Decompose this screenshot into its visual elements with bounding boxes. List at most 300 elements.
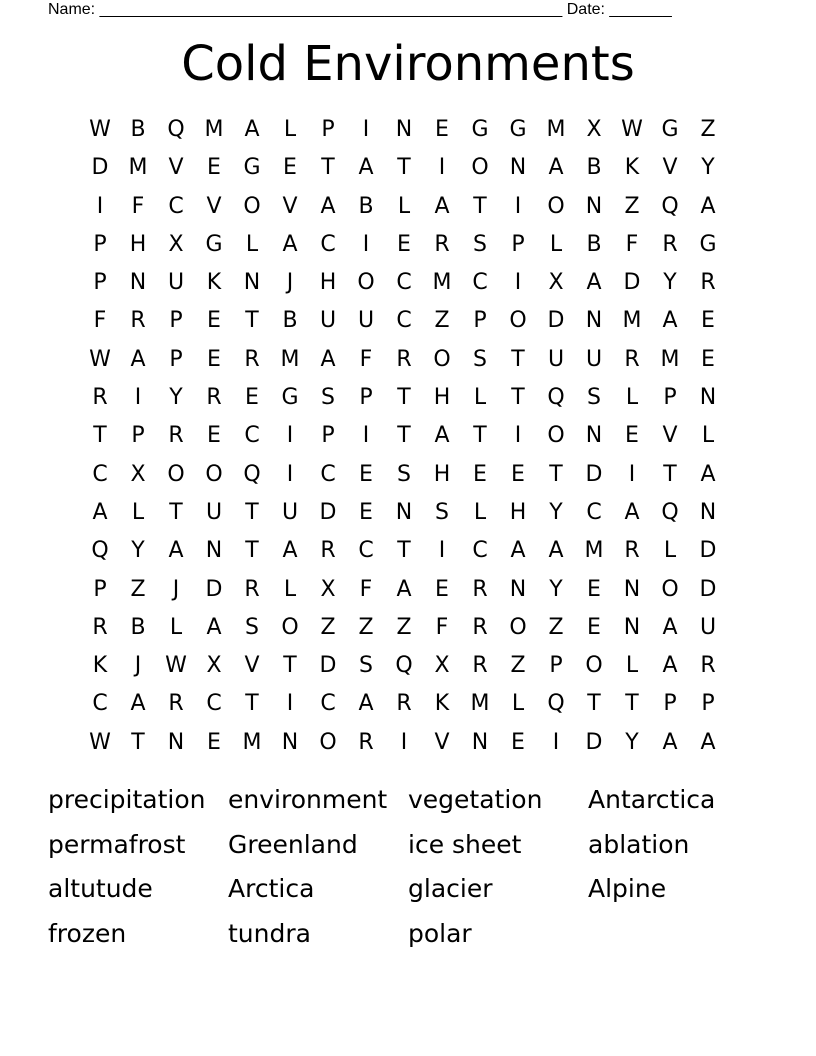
grid-letter: N — [243, 270, 261, 296]
grid-letter: P — [359, 385, 373, 411]
grid-letter: R — [168, 691, 184, 717]
word-bank-item: permafrost — [48, 829, 186, 859]
grid-letter: N — [623, 576, 641, 602]
grid-letter: C — [472, 270, 488, 296]
grid-letter: B — [358, 193, 374, 219]
grid-letter: A — [320, 193, 336, 219]
grid-letter: M — [470, 691, 490, 717]
grid-letter: T — [245, 538, 259, 564]
grid-letter: E — [359, 461, 373, 487]
grid-letter: F — [359, 346, 373, 372]
grid-letter: D — [699, 538, 717, 564]
word-bank-item: precipitation — [48, 785, 206, 814]
grid-letter: E — [397, 231, 411, 257]
grid-letter: N — [129, 270, 147, 296]
grid-letter: V — [168, 155, 184, 181]
grid-letter: C — [206, 691, 222, 717]
grid-letter: P — [93, 576, 107, 602]
grid-letter: T — [397, 385, 411, 411]
grid-letter: I — [438, 538, 446, 564]
grid-letter: T — [245, 308, 259, 334]
grid-letter: H — [319, 270, 337, 296]
grid-letter: R — [168, 423, 184, 449]
grid-letter: N — [509, 576, 527, 602]
grid-letter: T — [169, 499, 183, 525]
grid-letter: I — [362, 117, 370, 142]
grid-letter: N — [281, 729, 299, 755]
grid-letter: R — [358, 729, 374, 755]
grid-letter: V — [662, 423, 678, 449]
grid-letter: O — [205, 461, 223, 487]
grid-letter: C — [586, 499, 602, 525]
word-bank-item: Arctica — [228, 874, 315, 904]
grid-letter: T — [511, 385, 525, 411]
grid-letter: N — [471, 729, 489, 755]
grid-letter: B — [130, 117, 146, 142]
name-date-line: Name: ____________________________________________________ Date: _______ — [48, 1, 672, 18]
grid-letter: Z — [624, 193, 640, 219]
grid-letter: R — [700, 270, 716, 296]
word-bank — [48, 778, 768, 957]
grid-letter: A — [282, 231, 298, 257]
grid-letter: L — [169, 614, 183, 640]
grid-letter: T — [93, 423, 107, 449]
grid-letter: L — [131, 499, 145, 525]
word-bank-item: glacier — [408, 874, 493, 904]
grid-letter: I — [134, 385, 142, 411]
grid-letter: D — [205, 576, 223, 602]
grid-letter: I — [514, 193, 522, 219]
grid-letter: W — [621, 117, 643, 142]
grid-letter: C — [320, 231, 336, 257]
grid-letter: C — [320, 691, 336, 717]
grid-letter: E — [435, 576, 449, 602]
grid-letter: N — [585, 423, 603, 449]
grid-letter: P — [93, 231, 107, 257]
grid-letter: U — [281, 499, 299, 525]
grid-letter: E — [587, 576, 601, 602]
grid-letter: I — [286, 691, 294, 717]
word-bank-item: tundra — [228, 919, 311, 949]
grid-letter: I — [362, 423, 370, 449]
grid-letter: A — [396, 576, 412, 602]
grid-letter: G — [205, 231, 223, 257]
grid-letter: X — [434, 653, 450, 679]
word-bank-item: environment — [228, 785, 388, 814]
grid-letter: I — [552, 729, 560, 755]
grid-letter: Q — [243, 461, 261, 487]
grid-letter: M — [584, 538, 604, 564]
grid-letter: U — [167, 270, 185, 296]
grid-letter: A — [662, 729, 678, 755]
grid-letter: J — [286, 270, 294, 296]
grid-letter: I — [514, 270, 522, 296]
grid-letter: M — [128, 155, 148, 181]
grid-letter: T — [511, 346, 525, 372]
grid-letter: R — [624, 346, 640, 372]
grid-letter: T — [587, 691, 601, 717]
grid-letter: N — [623, 614, 641, 640]
grid-letter: M — [622, 308, 642, 334]
grid-letter: S — [587, 385, 601, 411]
grid-letter: R — [244, 346, 260, 372]
grid-letter: D — [623, 270, 641, 296]
grid-letter: T — [245, 691, 259, 717]
grid-letter: U — [357, 308, 375, 334]
grid-letter: I — [628, 461, 636, 487]
grid-letter: P — [169, 346, 183, 372]
grid-letter: W — [89, 117, 111, 142]
grid-letter: K — [434, 691, 450, 717]
grid-letter: R — [206, 385, 222, 411]
grid-letter: I — [362, 231, 370, 257]
grid-letter: E — [625, 423, 639, 449]
grid-letter: D — [585, 461, 603, 487]
grid-letter: T — [549, 461, 563, 487]
grid-letter: P — [701, 691, 715, 717]
grid-letter: Y — [549, 499, 563, 525]
grid-letter: M — [242, 729, 262, 755]
grid-letter: R — [472, 653, 488, 679]
grid-letter: E — [359, 499, 373, 525]
grid-letter: Y — [131, 538, 145, 564]
grid-letter: U — [547, 346, 565, 372]
grid-letter: N — [699, 499, 717, 525]
grid-letter: P — [131, 423, 145, 449]
grid-letter: D — [91, 155, 109, 181]
grid-letter: Y — [169, 385, 183, 411]
grid-letter: O — [547, 193, 565, 219]
grid-letter: E — [283, 155, 297, 181]
grid-letter: P — [93, 270, 107, 296]
grid-letter: L — [549, 231, 563, 257]
grid-letter: O — [509, 308, 527, 334]
grid-letter: A — [434, 423, 450, 449]
grid-letter: M — [546, 117, 566, 142]
grid-letter: H — [509, 499, 527, 525]
grid-letter: Q — [167, 117, 185, 142]
grid-letter: A — [586, 270, 602, 296]
grid-letter: I — [514, 423, 522, 449]
grid-letter: N — [509, 155, 527, 181]
word-bank-item: Alpine — [588, 874, 667, 904]
grid-letter: T — [283, 653, 297, 679]
grid-letter: N — [167, 729, 185, 755]
grid-letter: B — [586, 231, 602, 257]
grid-letter: X — [548, 270, 564, 296]
grid-letter: A — [548, 155, 564, 181]
grid-letter: A — [130, 346, 146, 372]
grid-letter: R — [396, 691, 412, 717]
grid-letter: F — [93, 308, 107, 334]
grid-letter: N — [699, 385, 717, 411]
grid-letter: N — [585, 193, 603, 219]
grid-letter: A — [662, 308, 678, 334]
grid-letter: O — [243, 193, 261, 219]
grid-letter: P — [511, 231, 525, 257]
grid-letter: P — [473, 308, 487, 334]
grid-letter: C — [396, 270, 412, 296]
grid-letter: O — [281, 614, 299, 640]
grid-letter: G — [243, 155, 261, 181]
grid-letter: A — [548, 538, 564, 564]
grid-letter: P — [663, 385, 677, 411]
grid-letter: R — [92, 385, 108, 411]
grid-letter: A — [92, 499, 108, 525]
grid-letter: M — [280, 346, 300, 372]
grid-letter: T — [245, 499, 259, 525]
grid-letter: P — [321, 117, 335, 142]
grid-letter: R — [700, 653, 716, 679]
grid-letter: O — [471, 155, 489, 181]
grid-letter: T — [625, 691, 639, 717]
grid-letter: E — [587, 614, 601, 640]
grid-letter: G — [509, 117, 527, 142]
grid-letter: D — [699, 576, 717, 602]
grid-letter: T — [663, 461, 677, 487]
grid-letter: A — [662, 614, 678, 640]
grid-letter: T — [397, 423, 411, 449]
grid-letter: F — [359, 576, 373, 602]
grid-letter: I — [438, 155, 446, 181]
grid-letter: V — [662, 155, 678, 181]
grid-letter: D — [547, 308, 565, 334]
grid-letter: R — [320, 538, 336, 564]
grid-letter: Y — [701, 155, 715, 181]
grid-letter: Q — [547, 691, 565, 717]
grid-letter: U — [699, 614, 717, 640]
grid-letter: H — [129, 231, 147, 257]
grid-letter: C — [358, 538, 374, 564]
grid-letter: T — [473, 193, 487, 219]
grid-letter: O — [585, 653, 603, 679]
grid-letter: R — [244, 576, 260, 602]
grid-letter: G — [661, 117, 679, 142]
grid-letter: H — [433, 461, 451, 487]
grid-letter: N — [395, 499, 413, 525]
grid-letter: G — [699, 231, 717, 257]
grid-letter: E — [701, 308, 715, 334]
grid-letter: A — [130, 691, 146, 717]
grid-letter: D — [319, 653, 337, 679]
grid-letter: E — [701, 346, 715, 372]
grid-letter: A — [358, 155, 374, 181]
grid-letter: I — [286, 461, 294, 487]
grid-letter: C — [92, 461, 108, 487]
grid-letter: S — [435, 499, 449, 525]
grid-letter: K — [206, 270, 222, 296]
grid-letter: Q — [91, 538, 109, 564]
grid-letter: L — [663, 538, 677, 564]
grid-letter: X — [130, 461, 146, 487]
grid-letter: A — [662, 653, 678, 679]
grid-letter: E — [245, 385, 259, 411]
grid-letter: S — [321, 385, 335, 411]
grid-letter: L — [283, 117, 297, 142]
grid-letter: B — [130, 614, 146, 640]
grid-letter: B — [282, 308, 298, 334]
grid-letter: I — [96, 193, 104, 219]
grid-letter: V — [206, 193, 222, 219]
grid-letter: H — [433, 385, 451, 411]
grid-letter: S — [473, 231, 487, 257]
grid-letter: U — [585, 346, 603, 372]
grid-letter: T — [473, 423, 487, 449]
grid-letter: W — [89, 729, 111, 755]
grid-letter: X — [320, 576, 336, 602]
grid-letter: T — [131, 729, 145, 755]
grid-letter: P — [663, 691, 677, 717]
grid-letter: L — [625, 653, 639, 679]
word-bank-item: vegetation — [408, 785, 543, 814]
grid-letter: P — [321, 423, 335, 449]
grid-letter: R — [92, 614, 108, 640]
grid-letter: T — [321, 155, 335, 181]
grid-letter: D — [319, 499, 337, 525]
grid-letter: A — [168, 538, 184, 564]
grid-letter: G — [281, 385, 299, 411]
grid-letter: W — [89, 346, 111, 372]
grid-letter: S — [245, 614, 259, 640]
grid-letter: M — [204, 117, 224, 142]
grid-letter: E — [207, 308, 221, 334]
word-bank-item: ice sheet — [408, 829, 522, 859]
word-bank-item: frozen — [48, 919, 127, 949]
grid-letter: R — [662, 231, 678, 257]
grid-letter: E — [207, 155, 221, 181]
grid-letter: R — [624, 538, 640, 564]
grid-letter: E — [207, 729, 221, 755]
grid-letter: A — [700, 193, 716, 219]
grid-letter: C — [472, 538, 488, 564]
grid-letter: L — [473, 499, 487, 525]
grid-letter: L — [245, 231, 259, 257]
grid-letter: Y — [663, 270, 677, 296]
grid-letter: A — [510, 538, 526, 564]
grid-letter: J — [134, 653, 142, 679]
grid-letter: A — [320, 346, 336, 372]
grid-letter: N — [585, 308, 603, 334]
grid-letter: R — [396, 346, 412, 372]
grid-letter: J — [172, 576, 180, 602]
grid-letter: R — [434, 231, 450, 257]
grid-letter: B — [586, 155, 602, 181]
grid-letter: C — [168, 193, 184, 219]
grid-letter: O — [167, 461, 185, 487]
grid-letter: Z — [358, 614, 374, 640]
grid-letter: K — [624, 155, 640, 181]
grid-letter: E — [435, 117, 449, 142]
grid-letter: A — [434, 193, 450, 219]
word-bank-item: Antarctica — [588, 785, 716, 814]
grid-letter: C — [244, 423, 260, 449]
grid-letter: E — [473, 461, 487, 487]
grid-letter: M — [432, 270, 452, 296]
grid-letter: L — [397, 193, 411, 219]
grid-letter: O — [661, 576, 679, 602]
word-bank-item: ablation — [588, 829, 690, 859]
grid-letter: C — [320, 461, 336, 487]
grid-letter: R — [472, 614, 488, 640]
grid-letter: I — [400, 729, 408, 755]
grid-letter: V — [282, 193, 298, 219]
grid-letter: N — [205, 538, 223, 564]
grid-letter: A — [282, 538, 298, 564]
grid-letter: Z — [320, 614, 336, 640]
grid-letter: X — [586, 117, 602, 142]
grid-letter: T — [397, 538, 411, 564]
grid-letter: Q — [395, 653, 413, 679]
grid-letter: A — [244, 117, 260, 142]
grid-letter: K — [92, 653, 108, 679]
word-bank-item: altutude — [48, 874, 153, 904]
word-bank-item: polar — [408, 919, 472, 949]
grid-letter: S — [359, 653, 373, 679]
grid-letter: Z — [396, 614, 412, 640]
grid-letter: M — [660, 346, 680, 372]
grid-letter: Q — [547, 385, 565, 411]
grid-letter: Y — [549, 576, 563, 602]
grid-letter: O — [319, 729, 337, 755]
grid-letter: O — [547, 423, 565, 449]
grid-letter: O — [357, 270, 375, 296]
grid-letter: P — [549, 653, 563, 679]
grid-letter: E — [207, 346, 221, 372]
grid-letter: O — [509, 614, 527, 640]
grid-letter: F — [435, 614, 449, 640]
grid-letter: U — [319, 308, 337, 334]
grid-letter: V — [244, 653, 260, 679]
grid-letter: N — [395, 117, 413, 142]
grid-letter: A — [700, 729, 716, 755]
grid-letter: D — [585, 729, 603, 755]
grid-letter: E — [511, 461, 525, 487]
grid-letter: Z — [510, 653, 526, 679]
grid-letter: A — [206, 614, 222, 640]
grid-letter: U — [205, 499, 223, 525]
grid-letter: Y — [625, 729, 639, 755]
grid-letter: O — [433, 346, 451, 372]
grid-letter: W — [165, 653, 187, 679]
grid-letter: X — [206, 653, 222, 679]
grid-letter: F — [625, 231, 639, 257]
grid-letter: Q — [661, 193, 679, 219]
grid-letter: E — [207, 423, 221, 449]
grid-letter: F — [131, 193, 145, 219]
grid-letter: A — [624, 499, 640, 525]
grid-letter: C — [92, 691, 108, 717]
grid-letter: I — [286, 423, 294, 449]
letter-grid — [81, 111, 727, 762]
grid-letter: P — [169, 308, 183, 334]
grid-letter: L — [625, 385, 639, 411]
grid-letter: Z — [548, 614, 564, 640]
grid-letter: L — [511, 691, 525, 717]
grid-letter: L — [701, 423, 715, 449]
grid-letter: L — [283, 576, 297, 602]
page-title: Cold Environments — [181, 36, 635, 92]
grid-letter: G — [471, 117, 489, 142]
grid-letter: Z — [700, 117, 716, 142]
grid-letter: Q — [661, 499, 679, 525]
grid-letter: E — [511, 729, 525, 755]
grid-letter: T — [397, 155, 411, 181]
grid-letter: A — [358, 691, 374, 717]
grid-letter: Z — [434, 308, 450, 334]
word-bank-item: Greenland — [228, 829, 358, 859]
grid-letter: X — [168, 231, 184, 257]
grid-letter: R — [472, 576, 488, 602]
